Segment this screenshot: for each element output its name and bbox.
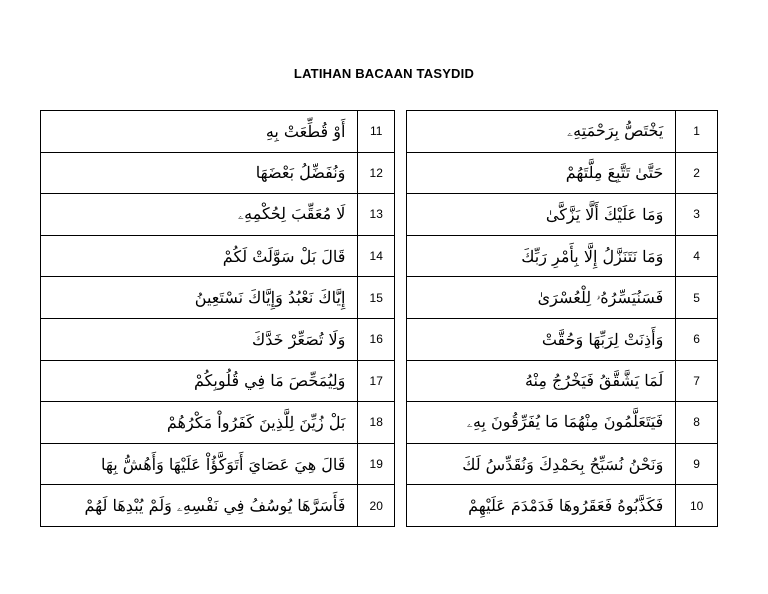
row-number: 11 [358,111,395,153]
row-number: 6 [676,318,718,360]
table-row [41,277,395,319]
arabic-phrase: لَمَا يَشَّقَّقُ فَيَخْرُجُ مِنْهُ [407,360,676,402]
arabic-phrase: يَخْتَصُّ بِرَحْمَتِهِۦ [407,111,676,153]
arabic-phrase: وَلِيُمَحِّصَ مَا فِي قُلُوبِكُمْ [41,360,358,402]
row-number: 12 [358,152,395,194]
exercise-table-right [406,110,718,527]
row-number: 3 [676,194,718,236]
table-row [407,152,718,194]
table-row [41,318,395,360]
table-row [41,485,395,527]
arabic-phrase: وَلَا تُصَعِّرْ خَدَّكَ [41,318,358,360]
table-row [41,443,395,485]
arabic-phrase: فَأَسَرَّهَا يُوسُفُ فِي نَفْسِهِۦ وَلَمْ يُبْدِهَا لَهُمْ [41,485,358,527]
table-row [407,485,718,527]
table-row [407,402,718,444]
arabic-phrase: بَلْ زُيِّنَ لِلَّذِينَ كَفَرُواْ مَكْرُهُمْ [41,402,358,444]
exercise-table-left [40,110,395,527]
table-row [407,318,718,360]
arabic-phrase: وَنُفَضِّلُ بَعْضَهَا [41,152,358,194]
arabic-phrase: وَمَا عَلَيْكَ أَلَّا يَزَّكَّىٰ [407,194,676,236]
page-title: LATIHAN BACAAN TASYDID [293,66,475,81]
table-row [407,443,718,485]
arabic-phrase: وَمَا نَتَنَزَّلُ إِلَّا بِأَمْرِ رَبِّكَ [407,235,676,277]
row-number: 10 [676,485,718,527]
row-number: 9 [676,443,718,485]
arabic-phrase: فَيَتَعَلَّمُونَ مِنْهُمَا مَا يُفَرِّقُونَ بِهِۦ [407,402,676,444]
arabic-phrase: إِيَّاكَ نَعْبُدُ وَإِيَّاكَ نَسْتَعِينُ [41,277,358,319]
row-number: 2 [676,152,718,194]
arabic-phrase: وَأَذِنَتْ لِرَبِّهَا وَحُقَّتْ [407,318,676,360]
arabic-phrase: حَتَّىٰ تَتَّبِعَ مِلَّتَهُمْ [407,152,676,194]
table-row [407,277,718,319]
row-number: 15 [358,277,395,319]
row-number: 19 [358,443,395,485]
table-row [407,360,718,402]
row-number: 8 [676,402,718,444]
table-row [41,111,395,153]
table-row [407,111,718,153]
table-row [407,194,718,236]
table-row [41,152,395,194]
table-row [41,194,395,236]
arabic-phrase: فَسَنُيَسِّرُهُۥ لِلْعُسْرَىٰ [407,277,676,319]
row-number: 5 [676,277,718,319]
table-row [41,235,395,277]
table-row [41,360,395,402]
row-number: 4 [676,235,718,277]
arabic-phrase: فَكَذَّبُوهُ فَعَقَرُوهَا فَدَمْدَمَ عَلَيْهِمْ [407,485,676,527]
row-number: 18 [358,402,395,444]
row-number: 17 [358,360,395,402]
arabic-phrase: وَنَحْنُ نُسَبِّحُ بِحَمْدِكَ وَنُقَدِّسُ لَكَ [407,443,676,485]
row-number: 1 [676,111,718,153]
table-row [407,235,718,277]
arabic-phrase: أَوْ قُطِّعَتْ بِهِ [41,111,358,153]
arabic-phrase: لَا مُعَقِّبَ لِحُكْمِهِۦ [41,194,358,236]
row-number: 14 [358,235,395,277]
row-number: 7 [676,360,718,402]
table-row [41,402,395,444]
row-number: 16 [358,318,395,360]
row-number: 20 [358,485,395,527]
arabic-phrase: قَالَ هِيَ عَصَايَ أَتَوَكَّؤُاْ عَلَيْهَا وَأَهُشُّ بِهَا [41,443,358,485]
row-number: 13 [358,194,395,236]
arabic-phrase: قَالَ بَلْ سَوَّلَتْ لَكُمْ [41,235,358,277]
